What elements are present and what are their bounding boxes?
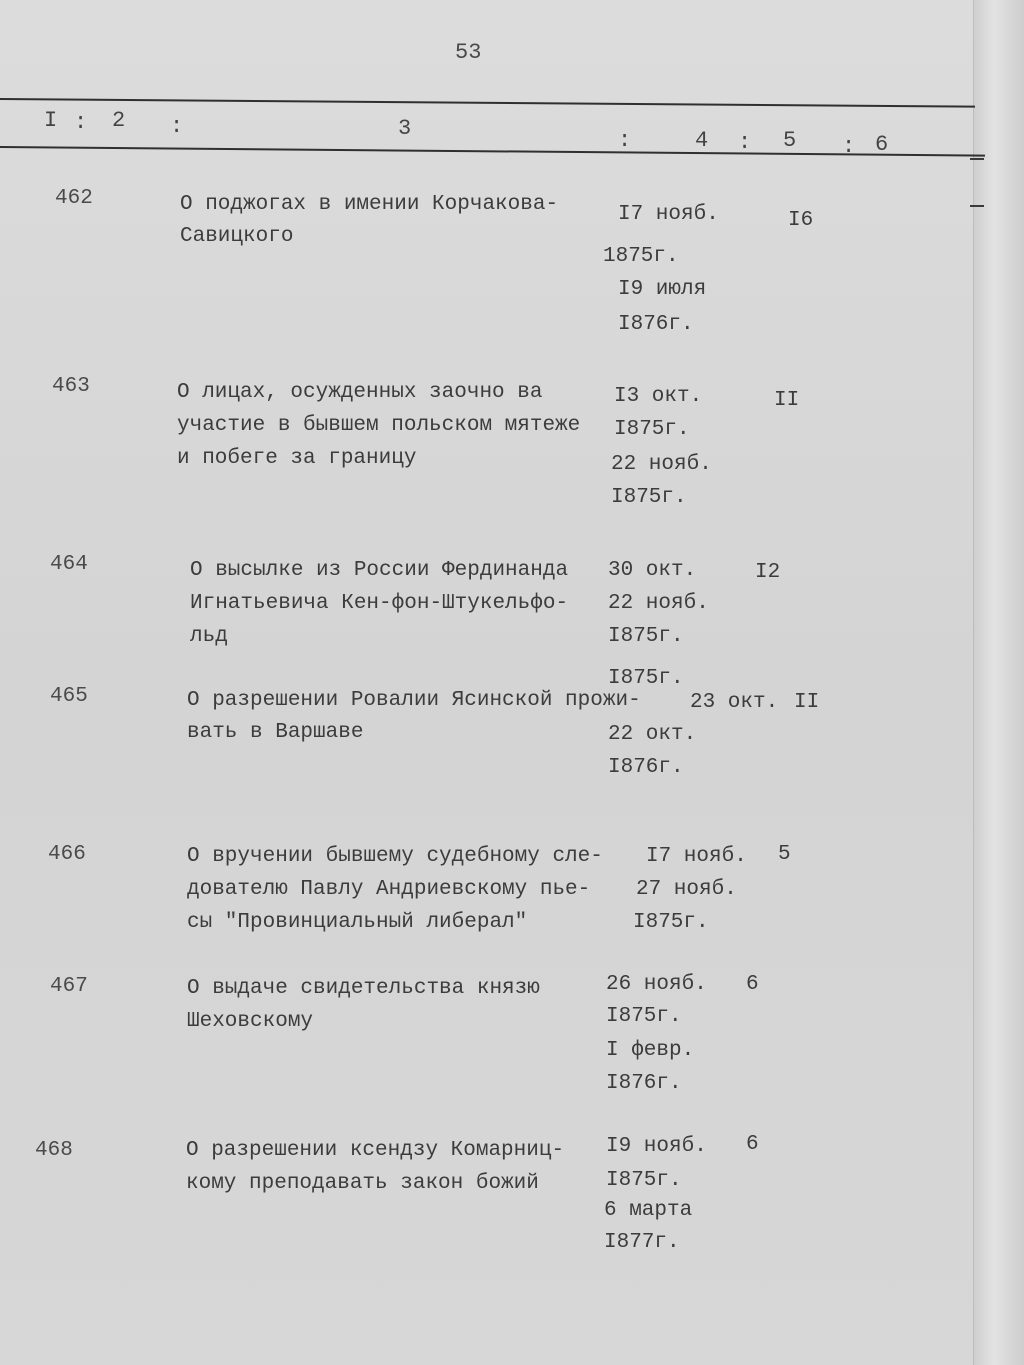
entry-date: I7 нояб. xyxy=(646,845,747,868)
entry-date: I7 нояб. xyxy=(618,203,719,226)
margin-mark xyxy=(970,158,984,160)
column-separator: : xyxy=(170,114,184,139)
entry-date: 26 нояб. xyxy=(606,973,707,996)
entry-date: 22 нояб. xyxy=(611,453,712,476)
margin-mark xyxy=(970,205,984,207)
entry-title-line: О поджогах в имении Корчакова- xyxy=(180,193,559,216)
entry-date: I875г. xyxy=(608,625,684,648)
page-number: 53 xyxy=(455,40,482,65)
column-header-4: 4 xyxy=(695,128,709,153)
entry-date: I875г. xyxy=(606,1005,682,1028)
entry-date: I февр. xyxy=(606,1039,695,1062)
entry-number: 466 xyxy=(48,843,86,866)
entry-title-line: О лицах, осужденных заочно ва xyxy=(177,381,543,404)
column-separator: : xyxy=(74,110,88,135)
entry-date: I9 июля xyxy=(618,278,707,301)
entry-date: I875г. xyxy=(608,667,684,690)
header-rule-top xyxy=(0,98,975,108)
column-header-2: 2 xyxy=(112,108,126,133)
entry-title-line: дователю Павлу Андриевскому пье- xyxy=(187,878,591,901)
entry-title-line: вать в Варшаве xyxy=(187,721,364,744)
entry-date: 22 окт. xyxy=(608,723,697,746)
column-header-1: I xyxy=(44,108,58,133)
column-separator: : xyxy=(842,134,856,159)
entry-title-line: льд xyxy=(190,625,228,648)
entry-title-line: О разрешении Ровалии Ясинской прожи- xyxy=(187,689,641,712)
column-separator: : xyxy=(738,130,752,155)
header-rule-bottom xyxy=(0,146,985,157)
entry-date: I876г. xyxy=(608,756,684,779)
entry-date: 27 нояб. xyxy=(636,878,737,901)
entry-date: I876г. xyxy=(606,1072,682,1095)
entry-number: 464 xyxy=(50,553,88,576)
entry-title-line: участие в бывшем польском мятеже xyxy=(177,414,581,437)
entry-date: I875г. xyxy=(633,911,709,934)
entry-sheets: 6 xyxy=(746,973,759,996)
entry-title-line: кому преподавать закон божий xyxy=(186,1172,539,1195)
entry-sheets: II xyxy=(774,389,800,412)
entry-number: 463 xyxy=(52,375,90,398)
entry-sheets: I6 xyxy=(788,209,814,232)
entry-sheets: I2 xyxy=(755,561,781,584)
entry-date: I9 нояб. xyxy=(606,1135,707,1158)
entry-title-line: О высылке из России Фердинанда xyxy=(190,559,569,582)
column-separator: : xyxy=(618,128,632,153)
entry-date: I875г. xyxy=(614,418,690,441)
column-header-5: 5 xyxy=(783,128,797,153)
entry-title-line: О выдаче свидетельства князю xyxy=(187,977,540,1000)
entry-date: I877г. xyxy=(604,1231,680,1254)
entry-date: 23 окт. xyxy=(690,691,779,714)
entry-title-line: О разрешении ксендзу Комарниц- xyxy=(186,1139,565,1162)
entry-date: I875г. xyxy=(606,1169,682,1192)
entry-sheets: 5 xyxy=(778,843,791,866)
entry-number: 462 xyxy=(55,187,93,210)
column-header-6: 6 xyxy=(875,132,889,157)
entry-title-line: Савицкого xyxy=(180,225,294,248)
entry-date: 6 марта xyxy=(604,1199,693,1222)
entry-sheets: 6 xyxy=(746,1133,759,1156)
entry-title-line: О вручении бывшему судебному сле- xyxy=(187,845,603,868)
entry-date: 30 окт. xyxy=(608,559,697,582)
entry-number: 467 xyxy=(50,975,88,998)
column-header-3: 3 xyxy=(398,116,412,141)
entry-title-line: Шеховскому xyxy=(187,1010,314,1033)
entry-title-line: Игнатьевича Кен-фон-Штукельфо- xyxy=(190,592,569,615)
entry-date: I875г. xyxy=(611,486,687,509)
entry-date: 22 нояб. xyxy=(608,592,709,615)
entry-sheets: II xyxy=(794,691,820,714)
entry-title-line: сы "Провинциальный либерал" xyxy=(187,911,528,934)
entry-number: 468 xyxy=(35,1139,73,1162)
entry-title-line: и побеге за границу xyxy=(177,447,417,470)
entry-date: 1875г. xyxy=(603,245,679,268)
entry-number: 465 xyxy=(50,685,88,708)
entry-date: I876г. xyxy=(618,313,694,336)
entry-date: I3 окт. xyxy=(614,385,703,408)
